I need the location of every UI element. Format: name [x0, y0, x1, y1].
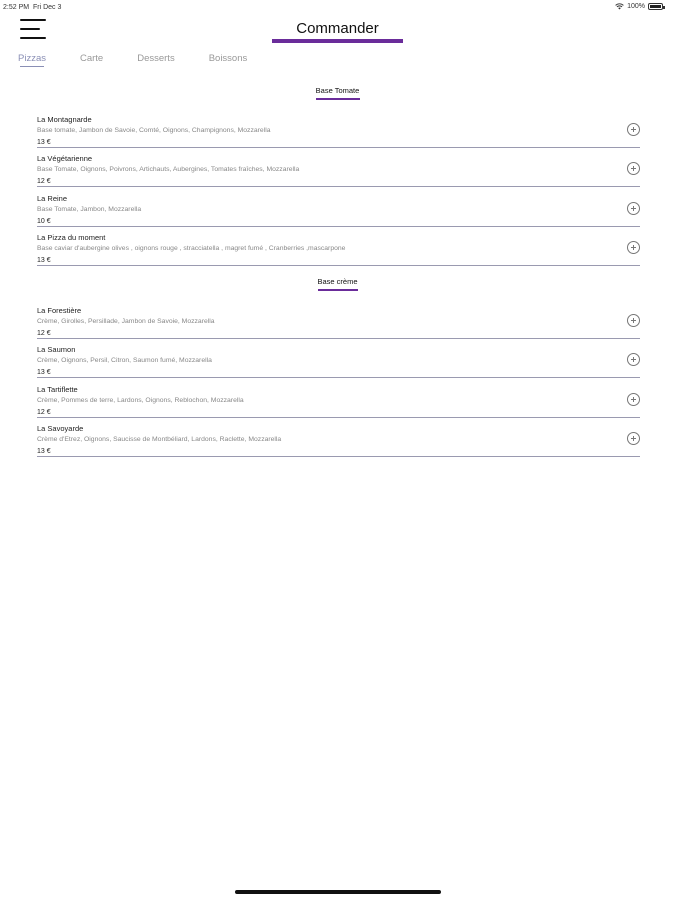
- tab-pizzas[interactable]: Pizzas: [18, 53, 46, 64]
- time-label: 2:52 PM: [3, 4, 30, 11]
- menu-item[interactable]: [37, 421, 640, 457]
- menu-item[interactable]: [37, 191, 640, 227]
- item-name: La Savoyarde: [37, 423, 84, 433]
- item-description: Crème, Pommes de terre, Lardons, Oignons, Reblochon, Mozzarella: [37, 396, 244, 404]
- item-name: La Pizza du moment: [37, 232, 106, 242]
- add-circle-icon[interactable]: [627, 353, 640, 366]
- title-underline: [272, 39, 403, 43]
- status-time: [3, 4, 61, 11]
- item-price: 12 €: [37, 408, 51, 416]
- item-price: 12 €: [37, 330, 51, 337]
- menu-item[interactable]: [37, 342, 640, 378]
- battery-percent: 100%: [627, 3, 645, 10]
- item-name: La Reine: [37, 193, 68, 203]
- item-price: 10 €: [37, 217, 51, 225]
- item-description: Crème, Oignons, Persil, Citron, Saumon fumé, Mozzarella: [37, 357, 212, 365]
- item-price: 13 €: [37, 256, 51, 264]
- item-name: La Végétarienne: [37, 154, 93, 164]
- battery-icon: [648, 3, 663, 10]
- status-bar: [0, 0, 675, 16]
- menu-item[interactable]: [37, 382, 640, 418]
- tab-carte[interactable]: Carte: [79, 53, 104, 64]
- item-description: Base caviar d'aubergine olives , oignons rouge , stracciatella , magret fumé , Cranberries ,mascarpone: [37, 244, 346, 252]
- add-circle-icon[interactable]: [627, 314, 640, 327]
- add-circle-icon[interactable]: [627, 123, 640, 136]
- category-tabs: [18, 53, 281, 64]
- item-price: 13 €: [37, 139, 51, 146]
- add-circle-icon[interactable]: [627, 393, 640, 406]
- section-underline: [316, 98, 360, 100]
- item-description: Base Tomate, Jambon, Mozzarella: [37, 205, 142, 213]
- status-indicators: [615, 3, 663, 10]
- section-header: [0, 86, 675, 100]
- tab-boissons[interactable]: Boissons: [208, 53, 248, 64]
- tab-desserts[interactable]: Desserts: [137, 53, 175, 64]
- item-price: 12 €: [37, 178, 51, 186]
- menu-item[interactable]: [37, 151, 640, 187]
- item-price: 13 €: [37, 447, 51, 455]
- item-name: La Saumon: [37, 345, 76, 355]
- add-circle-icon[interactable]: [627, 162, 640, 175]
- item-description: Base tomate, Jambon de Savoie, Comté, Oignons, Champignons, Mozzarella: [37, 127, 271, 134]
- item-name: La Forestière: [37, 306, 82, 315]
- menu-item[interactable]: [37, 230, 640, 266]
- item-name: La Montagnarde: [37, 115, 92, 124]
- item-name: La Tartiflette: [37, 384, 78, 394]
- home-indicator[interactable]: [235, 890, 441, 894]
- add-circle-icon[interactable]: [627, 241, 640, 254]
- wifi-icon: [615, 3, 624, 10]
- menu-item[interactable]: [37, 303, 640, 339]
- section-title: Base crème: [317, 277, 358, 286]
- item-description: Crème, Girolles, Persillade, Jambon de Savoie, Mozzarella: [37, 318, 215, 325]
- page-title: Commander: [296, 20, 379, 37]
- item-description: Crème d'Etrez, Oignons, Saucisse de Montbéliard, Lardons, Raclette, Mozzarella: [37, 435, 282, 443]
- date-label: Fri Dec 3: [32, 4, 62, 11]
- section-underline: [318, 289, 358, 291]
- item-description: Base Tomate, Oignons, Poivrons, Artichauts, Aubergines, Tomates fraîches, Mozzarella: [37, 166, 300, 174]
- add-circle-icon[interactable]: [627, 432, 640, 445]
- menu-item[interactable]: [37, 112, 640, 148]
- item-price: 13 €: [37, 369, 51, 377]
- section-title: Base Tomate: [315, 86, 360, 95]
- section-header: [0, 277, 675, 291]
- add-circle-icon[interactable]: [627, 202, 640, 215]
